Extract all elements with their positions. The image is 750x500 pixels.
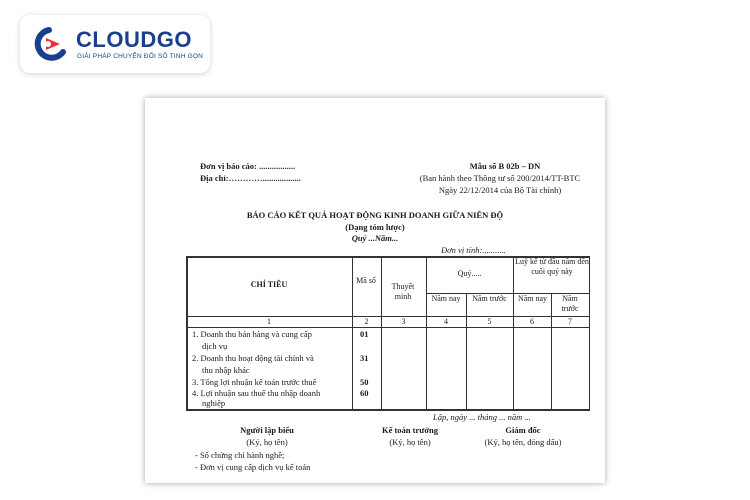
date-line: Lập, ngày ... tháng ... năm ... bbox=[433, 412, 531, 422]
index-cell: 5 bbox=[487, 317, 492, 326]
table-row-label: 4. Lợi nhuận sau thuế thu nhập doanh bbox=[192, 388, 321, 398]
preparer-title: Người lập biểu bbox=[240, 425, 294, 435]
accountant-sign: (Ký, họ tên) bbox=[389, 437, 431, 447]
sub-header-this-year: Năm nay bbox=[431, 294, 461, 303]
logo-brand: CLOUDGO bbox=[76, 27, 192, 52]
header-cumulative: Luỹ kế từ đầu năm đến cuối quý này bbox=[515, 257, 589, 276]
table-row-code: 50 bbox=[360, 377, 369, 387]
director-sign: (Ký, họ tên, đóng dấu) bbox=[484, 437, 562, 447]
issued-line-1: (Ban hành theo Thông tư số 200/2014/TT-BTC bbox=[419, 173, 581, 183]
table-row-label-cont: thu nhập khác bbox=[202, 365, 250, 375]
index-cell: 4 bbox=[444, 317, 448, 326]
header-code: Mã số bbox=[356, 276, 376, 285]
form-number: Mẫu số B 02b – DN bbox=[469, 161, 541, 171]
sub-header-last-year: Năm trước bbox=[472, 294, 507, 303]
logo-tagline: GIẢI PHÁP CHUYỂN ĐỔI SỐ TINH GỌN bbox=[77, 53, 204, 60]
table-row-code: 60 bbox=[360, 388, 369, 398]
currency-unit: Đơn vị tính:........... bbox=[441, 245, 506, 255]
header-note: Thuyết minh bbox=[391, 282, 415, 301]
note-service-provider: - Đơn vị cung cấp dịch vụ kế toán bbox=[195, 462, 311, 472]
address-label: Địa chỉ:………….................. bbox=[200, 173, 301, 183]
director-title: Giám đốc bbox=[505, 425, 541, 435]
report-period: Quý ...Năm... bbox=[351, 233, 399, 243]
cloudgo-logo-icon bbox=[32, 27, 70, 61]
table-row-label: 2. Doanh thu hoạt động tài chính và bbox=[192, 353, 314, 363]
issued-line-2: Ngày 22/12/2014 của Bộ Tài chính) bbox=[438, 185, 562, 195]
report-title: BÁO CÁO KẾT QUẢ HOẠT ĐỘNG KINH DOANH GIỮA NIÊN ĐỘ bbox=[246, 210, 504, 220]
report-document bbox=[145, 98, 605, 483]
index-cell: 2 bbox=[364, 317, 369, 326]
table-row-label: 3. Tổng lợi nhuận kế toán trước thuế bbox=[192, 377, 317, 387]
note-license: - Số chứng chỉ hành nghề; bbox=[195, 450, 285, 460]
table-row-code: 31 bbox=[360, 353, 369, 363]
unit-label: Đơn vị báo cáo: ................. bbox=[200, 161, 296, 171]
index-cell: 6 bbox=[530, 317, 534, 326]
table-row-label: 1. Doanh thu bán hàng và cung cấp bbox=[192, 329, 312, 339]
report-subtitle: (Dạng tóm lược) bbox=[345, 222, 405, 232]
index-cell: 3 bbox=[401, 317, 406, 326]
table-row-label-cont: dịch vụ bbox=[202, 341, 228, 351]
table-row-code: 01 bbox=[360, 329, 369, 339]
cloudgo-logo bbox=[20, 15, 210, 73]
header-indicator: CHỈ TIÊU bbox=[250, 280, 288, 289]
sub-header-last-year: Năm trước bbox=[561, 294, 579, 313]
preparer-sign: (Ký, họ tên) bbox=[246, 437, 288, 447]
table-row-label-cont: nghiệp bbox=[202, 398, 226, 408]
sub-header-this-year: Năm nay bbox=[517, 294, 548, 303]
index-cell: 7 bbox=[568, 317, 572, 326]
header-quarter: Quý..... bbox=[457, 269, 482, 278]
accountant-title: Kế toán trưởng bbox=[381, 425, 439, 435]
index-cell: 1 bbox=[267, 317, 271, 326]
